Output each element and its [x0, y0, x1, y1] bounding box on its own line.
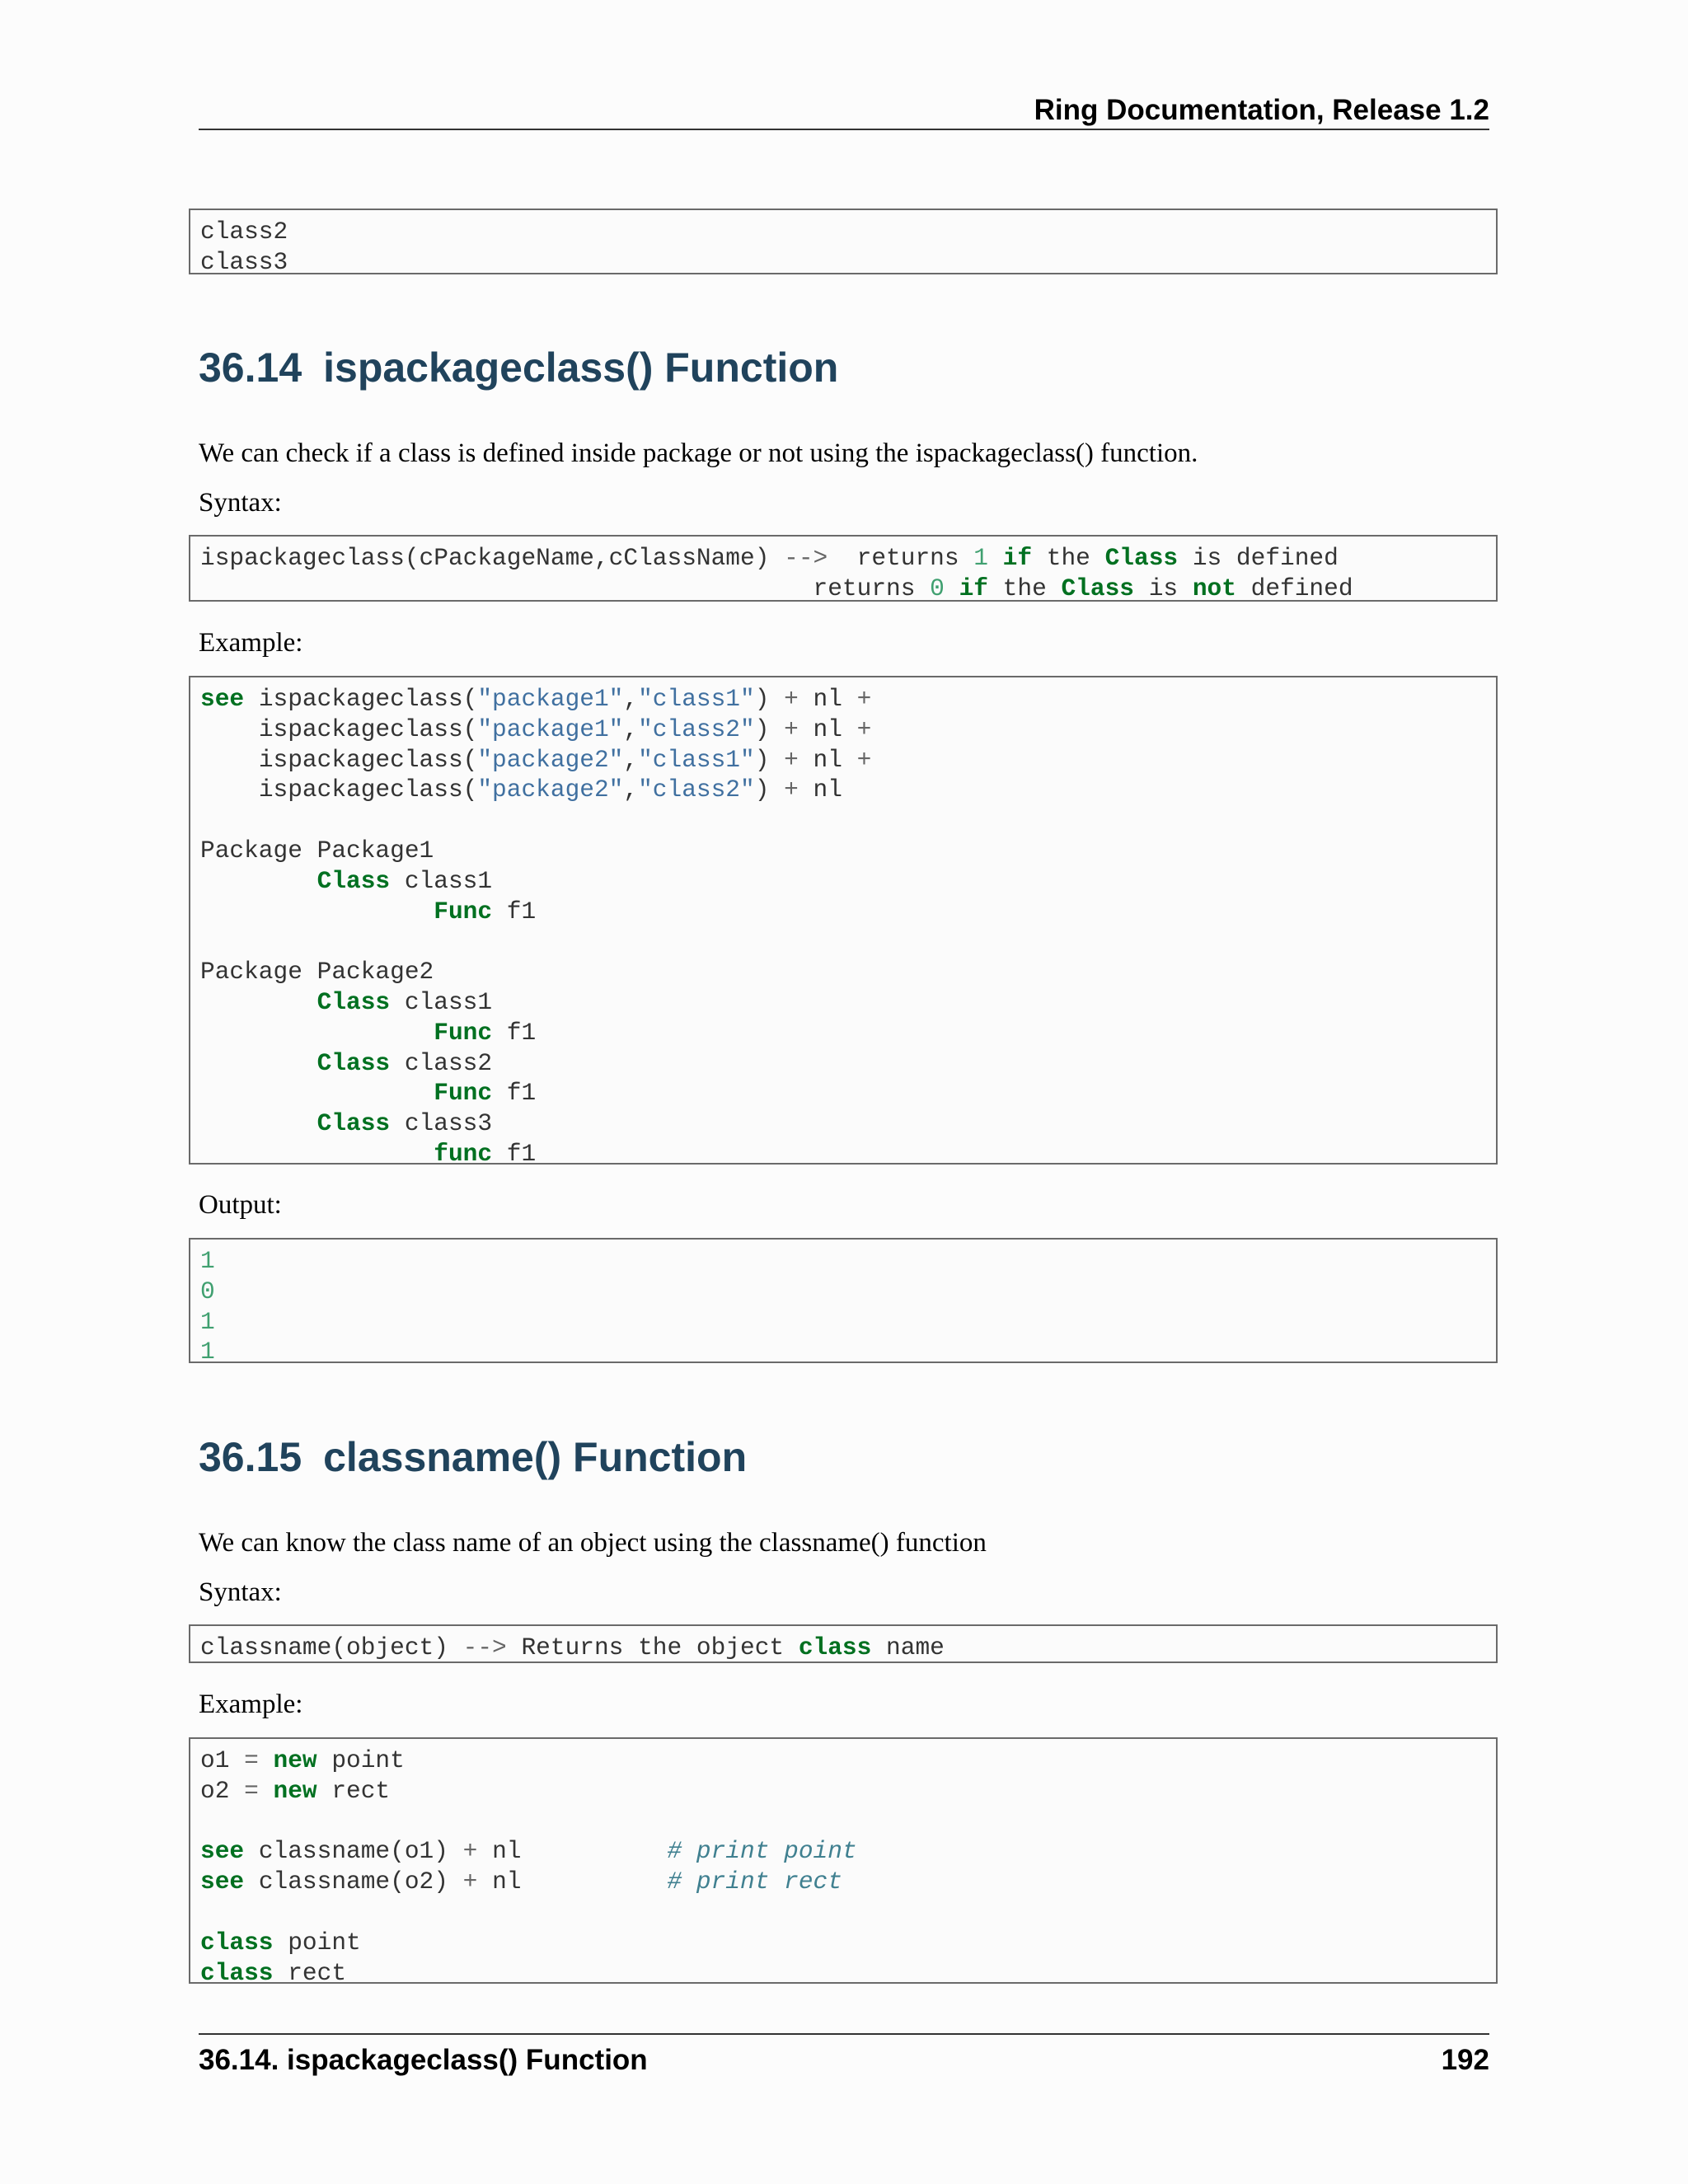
code-token: if — [959, 574, 988, 602]
example-label: Example: — [199, 628, 303, 658]
code-token: func — [434, 1139, 493, 1165]
code-token: Class — [1104, 544, 1179, 572]
code-token: ( — [462, 715, 478, 743]
code-token: "class1" — [638, 745, 755, 774]
code-token: returns — [813, 574, 916, 602]
code-token: Class — [316, 987, 391, 1016]
code-token: classname(o1) — [258, 1837, 448, 1866]
example-label: Example: — [199, 1690, 303, 1719]
code-token: "class2" — [638, 715, 755, 743]
section-number: 36.14 — [199, 344, 302, 391]
code-token: + — [784, 776, 799, 804]
code-token: classname(o2) — [258, 1868, 448, 1896]
code-token: Package2 — [316, 958, 434, 987]
code-token: o2 — [200, 1776, 230, 1805]
example-code-block — [189, 676, 1498, 1165]
code-token: "class2" — [638, 776, 755, 804]
code-token: , — [623, 745, 639, 774]
code-token: ( — [462, 745, 478, 774]
code-token: Func — [434, 1018, 493, 1047]
code-token: see — [200, 685, 245, 713]
output-line: 1 — [200, 1307, 215, 1336]
code-token: + — [784, 685, 799, 713]
code-token: ( — [462, 685, 478, 713]
code-token: "package1" — [477, 685, 624, 713]
code-token: Package — [200, 958, 302, 987]
running-header: Ring Documentation, Release 1.2 — [1034, 94, 1489, 126]
example-code-block — [189, 1737, 1498, 1984]
code-block-continued — [189, 209, 1498, 274]
code-token: ispackageclass — [258, 745, 463, 774]
code-token: new — [273, 1746, 317, 1774]
code-token: class — [200, 1928, 274, 1957]
code-token: point — [331, 1746, 405, 1774]
code-token: "package2" — [477, 745, 624, 774]
code-token: "package1" — [477, 715, 624, 743]
code-token: class2 — [404, 1048, 493, 1077]
code-token: name — [886, 1633, 945, 1661]
code-token: + — [462, 1868, 478, 1896]
section-title: classname() Function — [323, 1434, 748, 1480]
code-token: class3 — [404, 1109, 493, 1138]
code-token: Func — [434, 1079, 493, 1108]
running-footer — [199, 2042, 1489, 2079]
code-token: nl — [492, 1868, 522, 1896]
syntax-label: Syntax: — [199, 1577, 282, 1607]
code-token: if — [1002, 544, 1033, 572]
code-token: 1 — [973, 544, 988, 572]
section-intro: We can check if a class is defined inside package or not using the ispackageclass() function. — [199, 438, 1198, 468]
code-token: f1 — [506, 1018, 537, 1047]
code-token: class1 — [404, 866, 493, 895]
code-token: defined — [1236, 544, 1339, 572]
code-token: + — [462, 1837, 478, 1866]
code-token: the — [1002, 574, 1047, 602]
code-token: = — [244, 1746, 259, 1774]
code-token: returns — [856, 544, 959, 572]
code-token: see — [200, 1837, 245, 1866]
code-token: , — [623, 685, 639, 713]
code-token: ) — [754, 715, 770, 743]
code-token: the — [1046, 544, 1090, 572]
code-token: "package2" — [477, 776, 624, 804]
code-token: ) — [754, 685, 770, 713]
code-token: ) — [754, 745, 770, 774]
output-line: 1 — [200, 1247, 215, 1275]
code-token: , — [623, 776, 639, 804]
code-token: + — [784, 715, 799, 743]
syntax-label: Syntax: — [199, 488, 282, 518]
output-code-block — [189, 1238, 1498, 1363]
output-label: Output: — [199, 1190, 282, 1220]
code-token: new — [273, 1776, 317, 1805]
code-token: nl — [813, 685, 842, 713]
code-token: Class — [316, 1109, 391, 1138]
code-token: is — [1148, 574, 1179, 602]
code-token: nl — [813, 776, 842, 804]
code-token: see — [200, 1868, 245, 1896]
code-token: # print point — [667, 1837, 857, 1866]
code-token: nl — [492, 1837, 522, 1866]
code-token: ispackageclass — [258, 715, 463, 743]
code-token: nl — [813, 745, 842, 774]
footer-rule — [199, 2033, 1489, 2035]
code-token: # print rect — [667, 1868, 842, 1896]
code-token: + — [856, 715, 872, 743]
code-token: + — [856, 685, 872, 713]
code-token: rect — [288, 1958, 347, 1984]
code-line: class3 — [200, 247, 288, 274]
code-token: --> — [462, 1633, 507, 1661]
section-number: 36.15 — [199, 1434, 302, 1480]
section-intro: We can know the class name of an object using the classname() function — [199, 1528, 987, 1558]
code-token: f1 — [506, 1079, 537, 1108]
code-token: ( — [462, 776, 478, 804]
code-token: rect — [331, 1776, 391, 1805]
page-number: 192 — [1441, 2044, 1489, 2076]
code-token: ) — [754, 776, 770, 804]
code-line: class2 — [200, 218, 288, 246]
code-token: Package1 — [316, 836, 434, 865]
code-token: defined — [1250, 574, 1353, 602]
code-token: 0 — [930, 574, 945, 602]
code-token: "class1" — [638, 685, 755, 713]
header-rule — [199, 129, 1489, 130]
code-token: f1 — [506, 897, 537, 926]
code-token: nl — [813, 715, 842, 743]
output-line: 1 — [200, 1338, 215, 1363]
code-token: Func — [434, 897, 493, 926]
code-token: = — [244, 1776, 259, 1805]
code-token: not — [1192, 574, 1236, 602]
code-token: + — [784, 745, 799, 774]
code-token: Class — [316, 866, 391, 895]
code-token: is — [1192, 544, 1222, 572]
footer-section: 36.14. ispackageclass() Function — [199, 2044, 648, 2076]
syntax-code-block — [189, 535, 1498, 602]
code-token: class — [798, 1633, 872, 1661]
code-token: classname(object) — [200, 1633, 448, 1661]
code-token: class — [200, 1958, 274, 1984]
code-token: + — [856, 745, 872, 774]
code-token: ispackageclass — [200, 544, 405, 572]
code-token: (cPackageName,cClassName) — [404, 544, 770, 572]
code-token: f1 — [506, 1139, 537, 1165]
code-token: class1 — [404, 987, 493, 1016]
code-token: , — [623, 715, 639, 743]
code-token: o1 — [200, 1746, 230, 1774]
code-token: ispackageclass — [258, 685, 463, 713]
section-heading-36-15 — [199, 1432, 747, 1482]
code-token: Returns the object — [521, 1633, 785, 1661]
output-line: 0 — [200, 1277, 215, 1305]
code-token: --> — [784, 544, 828, 572]
code-token: ispackageclass — [258, 776, 463, 804]
section-heading-36-14 — [199, 343, 838, 392]
section-title: ispackageclass() Function — [323, 344, 839, 391]
code-token: Package — [200, 836, 302, 865]
code-token: Class — [316, 1048, 391, 1077]
code-token: point — [288, 1928, 361, 1957]
syntax-code-block — [189, 1624, 1498, 1663]
code-token: Class — [1061, 574, 1134, 602]
